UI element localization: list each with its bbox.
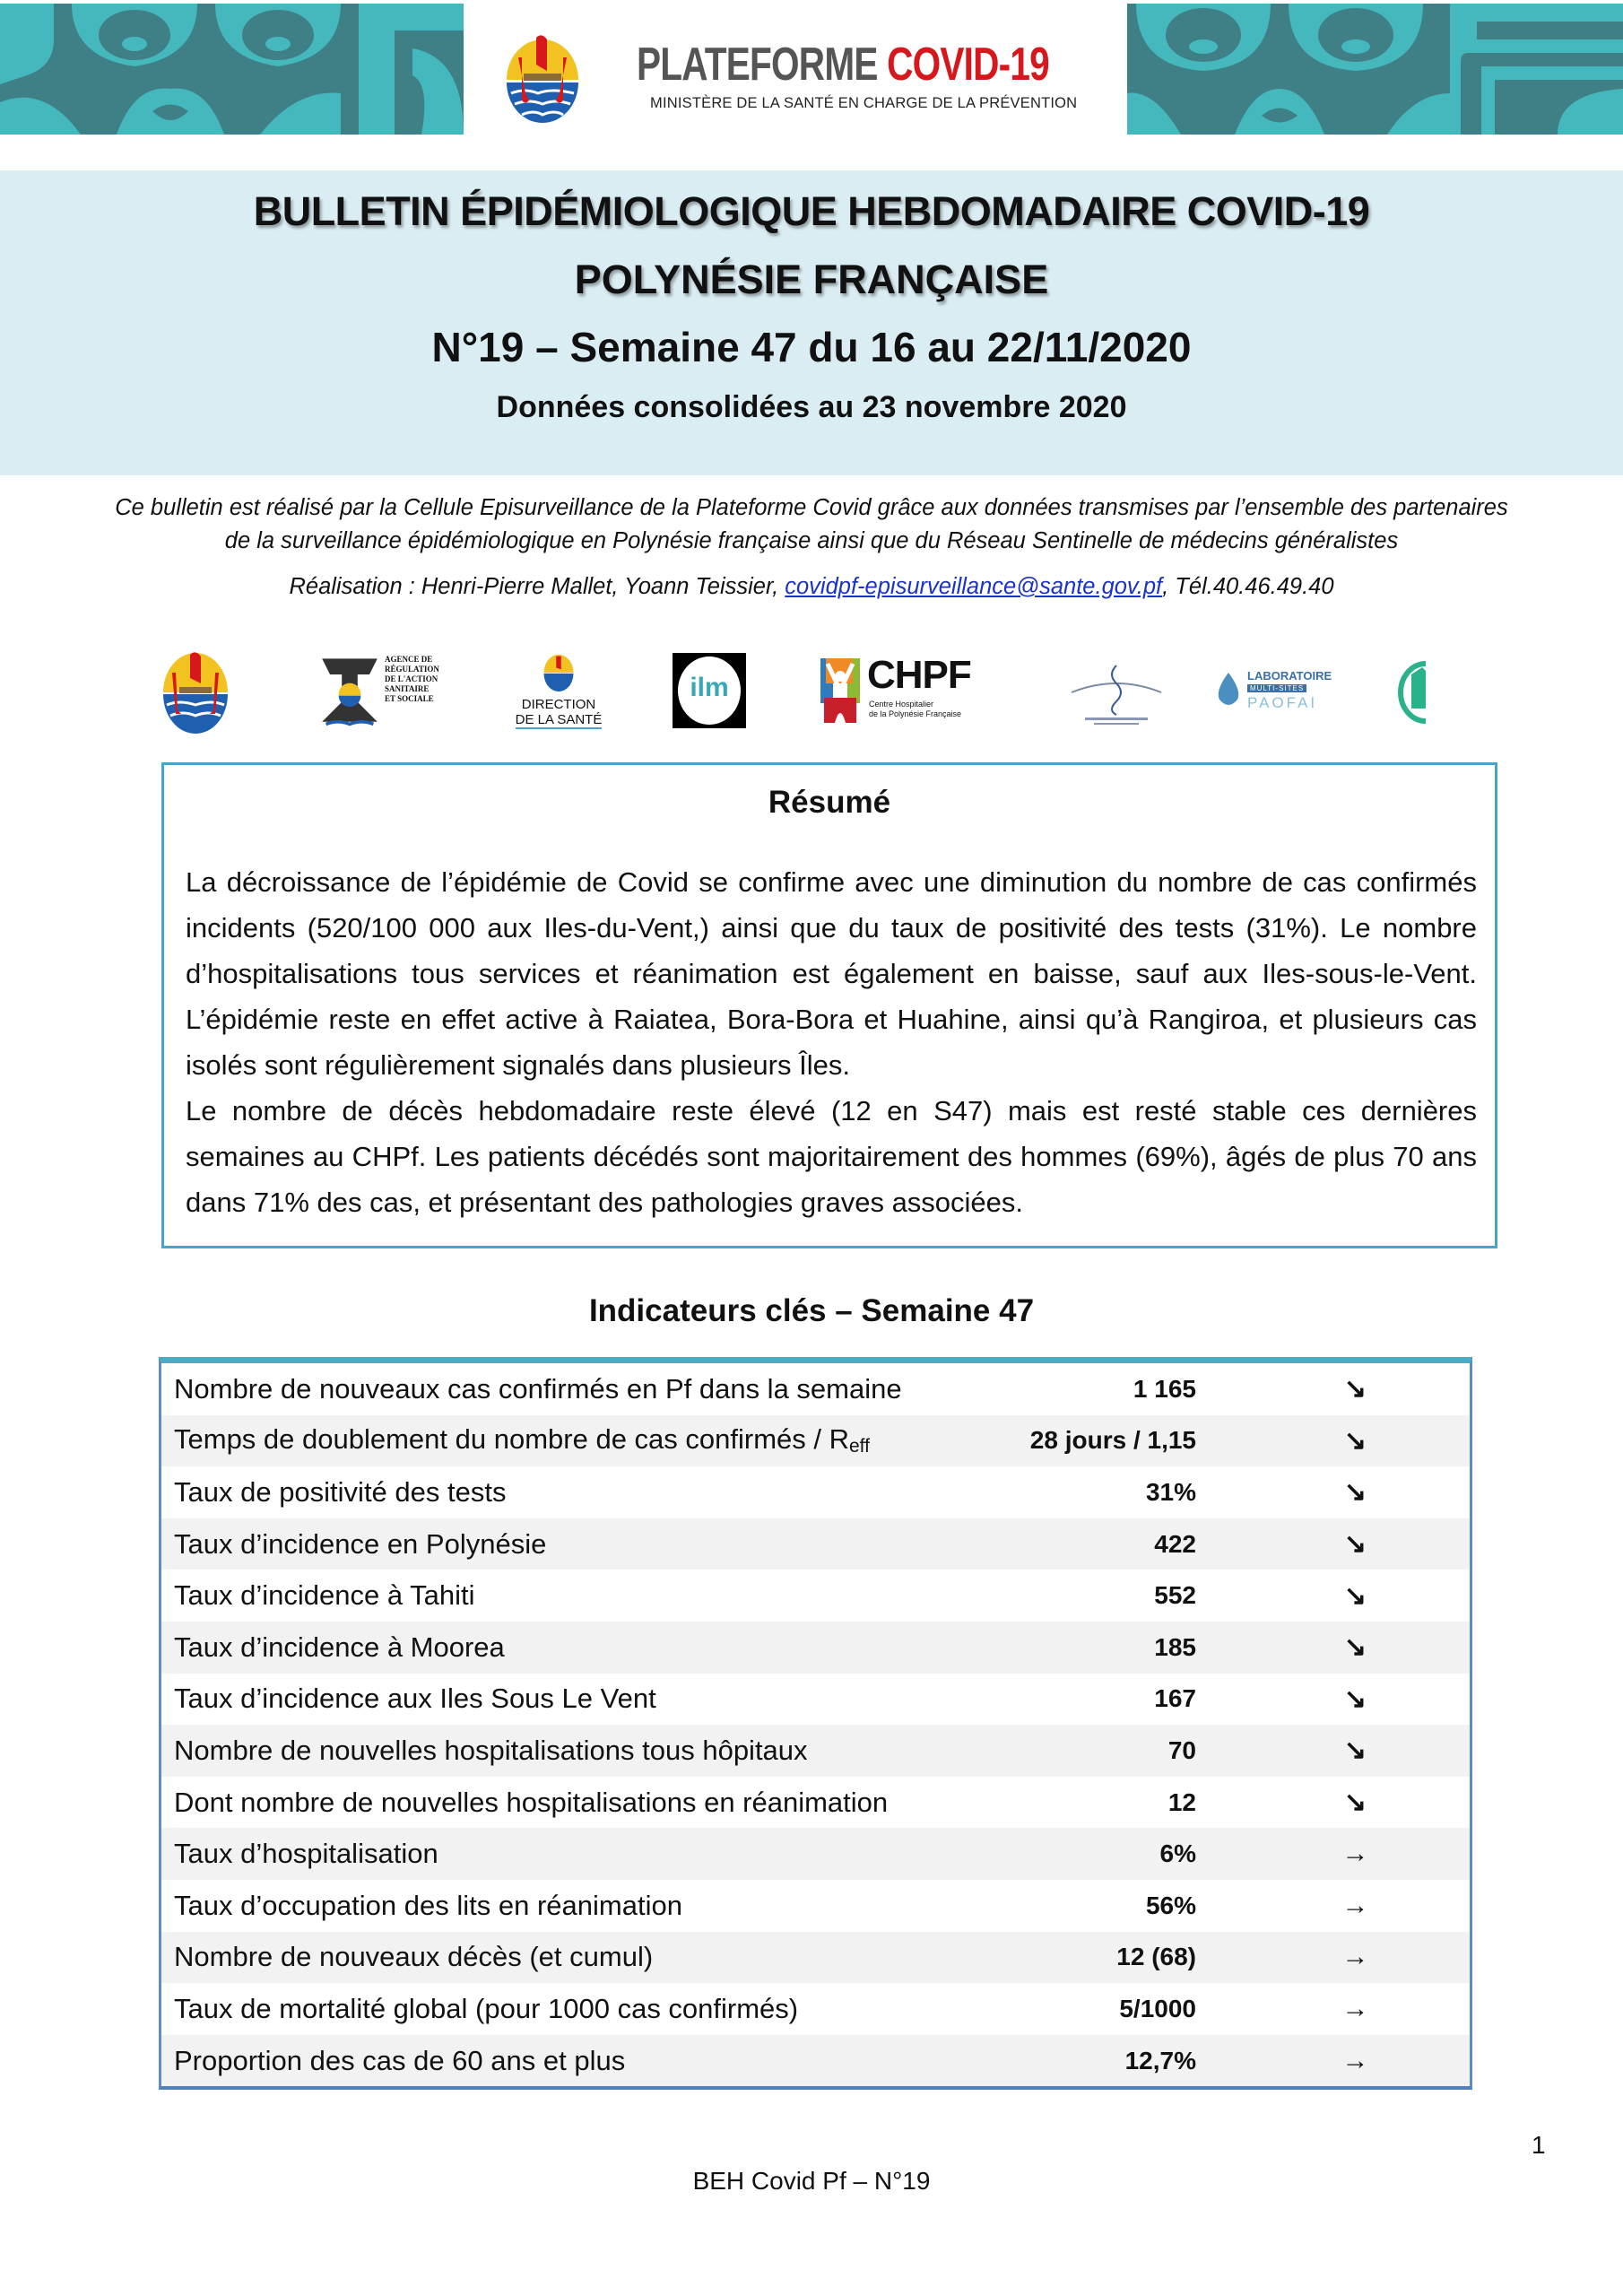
indicators-title: Indicateurs clés – Semaine 47: [588, 1293, 1035, 1328]
indicators-table: [159, 1357, 1472, 2090]
resume-title: Résumé: [768, 785, 891, 820]
polynesia-government-logo-icon: [160, 648, 231, 737]
indicator-label-text: Taux de mortalité global (pour 1000 cas confirmés): [174, 1992, 799, 2024]
indicator-label-text: Proportion des cas de 60 ans et plus: [174, 2044, 626, 2076]
contact-email-link[interactable]: covidpf-episurveillance@sante.gov.pf: [785, 574, 1163, 599]
trend-stable-arrow-icon: →: [1341, 1890, 1369, 1920]
indicator-value: 28 jours / 1,15: [1029, 1426, 1196, 1455]
trend-down-arrow-icon: ↘: [1343, 1529, 1367, 1560]
credits-line: [108, 574, 1515, 600]
arass-text: AGENCE DE RÉGULATION DE L'ACTION SANITAIRE ET SOCIALE: [385, 655, 439, 703]
indicator-label-text: Taux d’hospitalisation: [174, 1838, 438, 1870]
header-banner: [0, 4, 1623, 135]
trend-down-arrow-icon: ↘: [1343, 1477, 1367, 1508]
partner-logos: [152, 648, 1444, 737]
laboratoire-paofai-logo: [1215, 648, 1341, 737]
direction-sante-line1: DIRECTION: [521, 697, 596, 712]
indicator-label: [161, 2045, 1019, 2077]
bulletin-data-date: Données consolidées au 23 novembre 2020: [496, 390, 1127, 424]
indicator-label-text: Temps de doublement du nombre de cas confirmés / R: [174, 1423, 849, 1456]
indicator-label: [161, 1787, 1019, 1819]
indicator-row: [161, 1828, 1470, 1880]
direction-sante-line2: DE LA SANTÉ: [515, 712, 603, 727]
trend-stable-arrow-icon: →: [1341, 1993, 1369, 2023]
bulletin-title: BULLETIN ÉPIDÉMIOLOGIQUE HEBDOMADAIRE COVID-19: [253, 188, 1370, 234]
intro-text: Ce bulletin est réalisé par la Cellule Episurveillance de la Plateforme Covid grâce aux données transmises par l’ensemble des partenaires de la surveillance épidémiologique en Polynésie française ainsi que du Réseau Sentinelle de médecins généralistes: [115, 495, 1508, 553]
indicator-label-text: Taux de positivité des tests: [174, 1475, 507, 1508]
lab-line3: PAOFAI: [1247, 694, 1318, 711]
indicator-label: [161, 1683, 1019, 1715]
arass-emblem-icon: [318, 655, 381, 734]
indicator-value: 422: [1154, 1529, 1196, 1558]
indicator-value: 1 165: [1133, 1374, 1196, 1403]
indicator-row: [161, 2035, 1470, 2087]
trend-down-arrow-icon: ↘: [1343, 1425, 1367, 1456]
indicator-value: 12 (68): [1116, 1943, 1196, 1971]
indicator-value: 167: [1154, 1684, 1196, 1713]
credits-prefix: Réalisation : Henri-Pierre Mallet, Yoann Teissier,: [289, 574, 785, 599]
page-number: 1: [1532, 2131, 1546, 2159]
trend-stable-arrow-icon: →: [1341, 1942, 1369, 1972]
indicator-row: [161, 1466, 1470, 1518]
indicator-label-text: Nombre de nouveaux cas confirmés en Pf dans la semaine: [174, 1372, 902, 1405]
resume-paragraph-2: Le nombre de décès hebdomadaire reste élevé (12 en S47) mais est resté stable ces dernières semaines au CHPf. Les patients décédés sont majoritairement des hommes (69%), âgés de plus 70 ans dans 71% des cas, et présentant des pathologies graves associées.: [186, 1095, 1477, 1218]
chpf-sub-line2: de la Polynésie Française: [869, 709, 962, 718]
indicator-label: [161, 1423, 1019, 1457]
indicator-row: [161, 1725, 1470, 1777]
indicator-value: 70: [1167, 1735, 1196, 1764]
indicator-label-text: Dont nombre de nouvelles hospitalisations en réanimation: [174, 1786, 889, 1818]
trend-down-arrow-icon: ↘: [1343, 1735, 1367, 1766]
indicator-label: [161, 1476, 1019, 1509]
indicator-label: [161, 1735, 1019, 1767]
indicator-row: [161, 1674, 1470, 1726]
credits-suffix: , Tél.40.46.49.40: [1162, 574, 1334, 599]
trend-down-arrow-icon: ↘: [1343, 1632, 1367, 1663]
indicator-label-text: Taux d’incidence en Polynésie: [174, 1527, 547, 1560]
ordre-medecins-logo-icon: [1067, 648, 1166, 737]
indicator-row: [161, 1363, 1470, 1415]
brand-title: [637, 38, 1049, 91]
indicator-label-text: Taux d’incidence aux Iles Sous Le Vent: [174, 1683, 656, 1715]
indicator-label-text: Nombre de nouvelles hospitalisations tous hôpitaux: [174, 1734, 808, 1766]
bulletin-title-block: [0, 170, 1623, 475]
trend-stable-arrow-icon: →: [1341, 2045, 1369, 2075]
brand-title-accent: COVID-19: [887, 39, 1049, 91]
indicator-label-text: Taux d’occupation des lits en réanimation: [174, 1889, 682, 1921]
bulletin-issue: N°19 – Semaine 47 du 16 au 22/11/2020: [431, 324, 1192, 370]
resume-body: [186, 859, 1477, 1225]
chpf-logo: [820, 648, 1000, 737]
indicator-value: 12,7%: [1124, 2046, 1196, 2074]
indicator-row: [161, 1777, 1470, 1829]
lab-line1: LABORATOIRE: [1247, 669, 1332, 683]
indicator-label: [161, 1941, 1019, 1973]
indicator-row: [161, 1622, 1470, 1674]
page-footer: BEH Covid Pf – N°19: [692, 2167, 931, 2195]
indicator-label: [161, 1528, 1019, 1561]
indicator-value: 31%: [1145, 1477, 1196, 1506]
indicator-label-text: Taux d’incidence à Tahiti: [174, 1579, 475, 1612]
chpf-figure-icon: [820, 658, 860, 723]
resume-paragraph-1: La décroissance de l’épidémie de Covid se confirme avec une diminution du nombre de cas confirmés incidents (520/100 000 aux Iles-du-Vent,) ainsi que du taux de positivité des tests (31%). Le nombre d’hospitalisations tous services et réanimation est également en baisse, sauf aux Iles-sous-le-Vent. L’épidémie reste en effet active à Raiatea, Bora-Bora et Huahine, ainsi qu’à Rangiroa, et plusieurs cas isolés sont régulièrement signalés dans plusieurs Îles.: [186, 866, 1477, 1081]
indicator-value: 185: [1154, 1632, 1196, 1661]
trend-down-arrow-icon: ↘: [1343, 1374, 1367, 1405]
indicator-label-subscript: eff: [849, 1436, 870, 1457]
indicator-value: 56%: [1145, 1891, 1196, 1919]
indicator-row: [161, 1570, 1470, 1622]
arass-logo: [318, 648, 439, 737]
indicator-label: [161, 1838, 1019, 1870]
indicator-row: [161, 1518, 1470, 1570]
chpf-subtitle: [869, 700, 961, 719]
trend-stable-arrow-icon: →: [1341, 1839, 1369, 1869]
direction-sante-emblem-icon: [542, 653, 576, 692]
indicator-label: [161, 1631, 1019, 1664]
chpf-title: CHPF: [867, 653, 971, 697]
direction-sante-logo: [509, 648, 608, 737]
indicator-label: [161, 1373, 1019, 1405]
resume-box: [161, 762, 1497, 1248]
indicator-row: [161, 1932, 1470, 1984]
lab-line2: MULTI-SITES: [1247, 684, 1306, 692]
indicator-label-text: Taux d’incidence à Moorea: [174, 1631, 505, 1663]
ilm-logo: [673, 653, 746, 728]
indicator-value: 6%: [1159, 1839, 1196, 1868]
indicator-row: [161, 1415, 1470, 1467]
indicator-label: [161, 1993, 1019, 2025]
indicator-value: 12: [1167, 1787, 1196, 1816]
trend-down-arrow-icon: ↘: [1343, 1787, 1367, 1818]
polynesian-pattern-right: [1127, 4, 1623, 135]
indicator-label: [161, 1579, 1019, 1612]
bulletin-region: POLYNÉSIE FRANÇAISE: [574, 257, 1049, 302]
trend-down-arrow-icon: ↘: [1343, 1683, 1367, 1714]
indicator-row: [161, 1983, 1470, 2035]
indicator-label-text: Nombre de nouveaux décès (et cumul): [174, 1941, 654, 1973]
polynesia-emblem-icon: [502, 30, 583, 129]
ilm-text: ilm: [690, 673, 729, 702]
indicator-value: 552: [1154, 1581, 1196, 1610]
trend-down-arrow-icon: ↘: [1343, 1580, 1367, 1611]
green-partner-logo-icon: [1390, 648, 1444, 737]
plateforme-covid-logo: [502, 22, 1112, 129]
indicator-row: [161, 1880, 1470, 1932]
chpf-sub-line1: Centre Hospitalier: [869, 700, 934, 709]
brand-title-main: PLATEFORME: [637, 39, 878, 91]
lab-drop-icon: [1215, 673, 1242, 709]
brand-subtitle: MINISTÈRE DE LA SANTÉ EN CHARGE DE LA PRÉVENTION: [650, 95, 1078, 111]
indicator-label: [161, 1890, 1019, 1922]
polynesian-pattern-left: [0, 4, 464, 135]
indicator-value: 5/1000: [1119, 1994, 1196, 2022]
